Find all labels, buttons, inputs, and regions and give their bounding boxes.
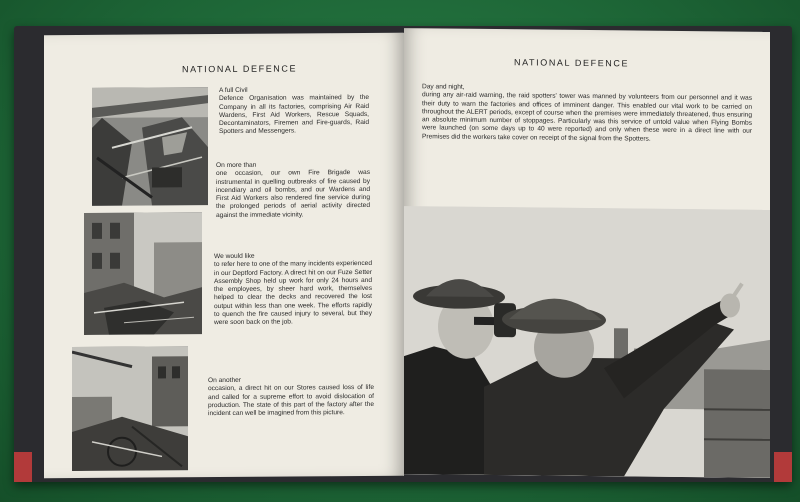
left-page-heading: NATIONAL DEFENCE [182,63,298,75]
cover-edge-left [14,452,32,482]
photo-raid-spotters [404,206,770,478]
left-paragraph-3-body: to refer here to one of the many incidents experienced in our Deptford Factory. A direct hit on our Fuze Setter Assembly Shop held up work for only 24 hours and the employees, by sheer hard work, themselves helped to clear the decks and recovered the lost output within less than one week. The efforts rapidly to quench the fire caused injury to several, but they were soon back on the job. [214,260,372,327]
left-paragraph-4-lead: On another [208,376,241,385]
photo-bombed-interior [92,87,208,206]
left-paragraph-1-body: Defence Organisation was maintained by the Company in all its factories, comprising Air Raid Wardens, First Aid Workers, Rescue Squads, Decontaminators, Firemen and Fire-guards, Raid Spotters and Messengers. [219,94,369,136]
cover-edge-right [774,452,792,482]
left-paragraph-3-lead: We would like [214,252,255,261]
left-paragraph-1-lead: A full Civil [219,86,248,95]
left-paragraph-2-lead: On more than [216,161,257,170]
right-page [404,28,770,478]
photo-bombed-buildings-image [84,212,202,335]
left-paragraph-1 [219,86,369,137]
left-paragraph-2-body: one occasion, our own Fire Brigade was instrumental in quelling outbreaks of fire caused by incendiary and oil bombs, and our Wardens and First Aid Workers also rendered fine service during the prolonged periods of aerial activity directed against the immediate vicinity. [216,169,370,219]
right-paragraph [422,83,752,145]
photo-stores-ruins-image [72,346,188,471]
left-page [44,33,404,479]
photo-stores-ruins [72,346,188,471]
photo-raid-spotters-image [404,206,770,478]
left-paragraph-3 [214,252,372,328]
left-paragraph-2 [216,161,370,220]
right-paragraph-lead: Day and night, [422,83,465,91]
left-paragraph-4-body: occasion, a direct hit on our Stores caused loss of life and called for a supreme effort to avoid dislocation of production. The state of this part of the factory after the incident can well be imagined from this picture. [208,384,374,418]
photo-bombed-buildings [84,212,202,335]
left-paragraph-4 [208,376,374,419]
right-page-heading: NATIONAL DEFENCE [514,57,630,69]
right-paragraph-body: during any air-raid warning, the raid spotters' tower was manned by volunteers from our personnel and it was their duty to warn the factories and offices of imminent danger. This enabled our vital work to be carried on throughout the ALERT periods, except of course when the premises were immediately threatened, thus ensuring an absolute minimum number of stoppages. Particularly was this service of untold value when Flying Bombs were launched (on some days up to 40 were reported) and only when these were in a direct line with our Premises did the workers take cover on receipt of the signal from the Spotters. [422,91,752,143]
photo-bombed-interior-image [92,87,208,206]
